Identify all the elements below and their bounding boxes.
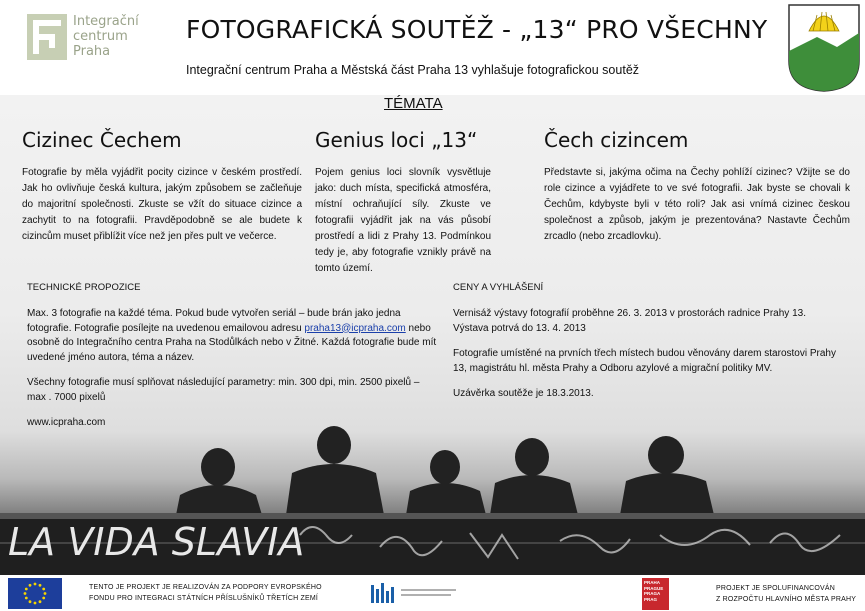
page-subtitle: Integrační centrum Praha a Městská část Praha 13 vyhlašuje fotografickou soutěž [186,63,640,77]
theme-1-text: Fotografie by měla vyjádřit pocity cizince v českém prostředí. Jak ho ovlivňuje česká kultura, jakým způsobem se začleňuje do majoritní společnosti. Zkuste se vžít do situace cizince a zachytit to na fotografii. Pravděpodobně se ale budete k cizincům muset přiblížit více než jen přes pult ve večerce. [22,167,302,242]
graffiti-text: LA VIDA SLAVIA [8,520,305,564]
footer-line: Z ROZPOČTU HLAVNÍHO MĚSTA PRAHY [716,596,857,603]
logo-line: Integrační [73,14,139,29]
footer-line: PROJEKT JE SPOLUFINANCOVÁN [716,585,836,592]
logo-line: centrum [73,29,128,44]
awards-paragraph-3: Uzávěrka soutěže je 18.3.2013. [453,388,594,399]
header [0,0,865,95]
theme-3-text: Představte si, jakýma očima na Čechy pohlíží cizinec? Vžijte se do role cizince a vyjádřete to ve své fotografii. Jak byste se chovali k Čechům, kdybyste byli v této roli? Jak asi vnímá cizinec českou společnost a způsob, jakým je prezentována? Nastavte Čechům zrcadlo (nebo zrcadlovku). [544,167,850,242]
footer-line: TENTO JE PROJEKT JE REALIZOVÁN ZA PODPORY EVROPSKÉHO [89,584,322,591]
praha-logo-line: PRAGA [644,591,661,596]
technical-text-after: nebo osobně do Integračního centra Praha na Stodůlkách nebo v Žitné. Každá fotografie bude mít uvedené jméno autora, téma a název. [27,322,437,363]
email-link[interactable]: praha13@icpraha.com [304,322,406,334]
page-title: FOTOGRAFICKÁ SOUTĚŽ - „13“ PRO VŠECHNY [186,15,768,44]
footer-right-text [716,583,856,605]
icp-logo-text [73,14,139,59]
technical-section [27,307,439,442]
technical-heading: TECHNICKÉ PROPOZICE [27,282,141,293]
theme-2-title: Genius loci „13“ [315,128,478,152]
awards-heading: CENY A VYHLÁŠENÍ [453,282,544,293]
technical-paragraph-1 [27,307,439,365]
theme-2-text: Pojem genius loci slovník vysvětluje jako: duch místa, specifická atmosféra, místní ochraňující síly. Zkuste ve fotografii vyjádřit jak na vás působí prostředí a lidi z Prahy 13. Podmínkou tedy je, aby fotografie vznikly právě na tomto území. [315,167,491,274]
logo-line: Praha [73,44,111,59]
praha-logo-line: PRAHA [644,580,661,585]
footer [0,575,865,611]
icp-logo [27,14,139,60]
praha-logo-line: PRAG [644,596,658,602]
footer-left-text [89,582,322,604]
eu-flag-icon [8,578,62,609]
footer-line: FONDU PRO INTEGRACI STÁTNÍCH PŘÍSLUŠNÍKŮ TŘETÍCH ZEMÍ [89,595,319,602]
praha-logo-line: PRAGUE [644,585,664,591]
technical-paragraph-2: Všechny fotografie musí splňovat následující parametry: min. 300 dpi, min. 2500 pixelů – max . 7000 pixelů [27,377,420,403]
themes-heading: TÉMATA [384,95,443,112]
icp-logo-icon [27,14,67,60]
theme-3-title: Čech cizincem [544,128,689,152]
awards-paragraph-1: Vernisáž výstavy fotografií proběhne 26. 3. 2013 v prostorách radnice Prahy 13. Výstava potrvá do 13. 4. 2013 [453,308,806,334]
website-link[interactable]: www.icpraha.com [27,417,106,428]
awards-paragraph-2: Fotografie umístěné na prvních třech místech budou věnovány darem starostovi Prahy 13, magistrátu hl. města Prahy a Odboru azylové a migrační politiky MV. [453,348,836,374]
technical-text: Max. 3 fotografie na každé téma. Pokud bude vytvořen seriál – bude brán jako jedna fotografie. Fotografie posílejte na uvedenou emailovou adresu [27,308,401,334]
praha-logo-icon [642,578,669,610]
awards-section [453,307,843,413]
theme-1-title: Cizinec Čechem [22,128,182,152]
ministry-logo-icon [369,581,489,605]
praha13-crest-icon [787,3,861,93]
